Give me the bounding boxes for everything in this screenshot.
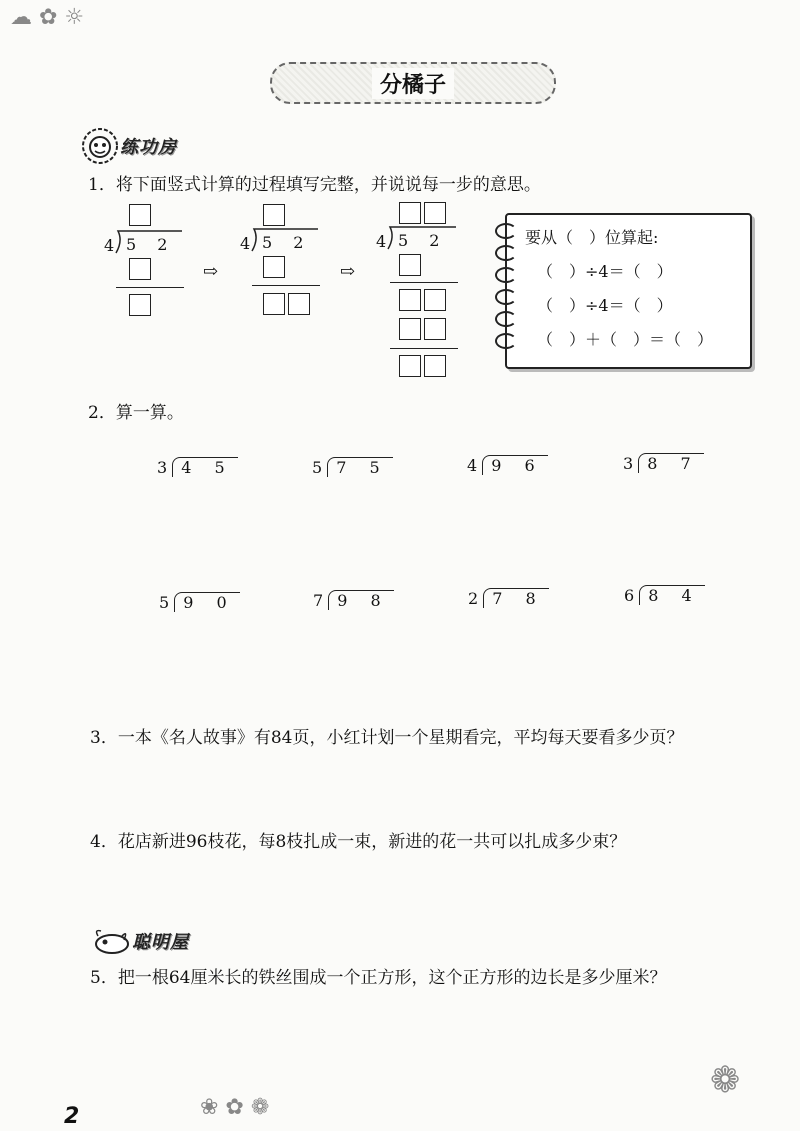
division-problem [624,585,705,605]
answer-box [399,318,421,340]
lion-mascot-icon [80,126,120,166]
division-problem [157,457,238,477]
divisor: 5 [312,458,323,477]
divisor: 2 [468,589,479,608]
spiral-ring-icon [495,311,517,327]
note-line-3: （ ）÷4＝（ ） [537,296,673,315]
smart-badge-label: 聪明屋 [132,932,189,953]
division-problem [623,453,704,473]
cartoon-creature-icon [92,926,132,956]
divisor: 4 [104,236,115,255]
question-3-text: 3．一本《名人故事》有84页，小红计划一个星期看完，平均每天要看多少页？ [90,728,684,748]
divisor: 4 [376,232,387,251]
divisor: 6 [624,586,635,605]
answer-box [288,293,310,315]
divisor: 4 [467,456,478,475]
answer-box [399,202,421,224]
subtraction-line [390,348,458,349]
practice-badge-label: 练功房 [120,137,177,158]
bottom-decoration: ❀ ✿ ❁ [200,1095,270,1120]
answer-box [263,256,285,278]
flower-decoration-icon: ❁ [710,1060,741,1101]
divisor: 4 [240,234,251,253]
question-4-text: 4．花店新进96枝花，每8枝扎成一束，新进的花一共可以扎成多少束？ [90,832,627,852]
division-problem [313,590,394,610]
dividend: 7 8 [483,588,548,608]
division-problem [467,455,548,475]
answer-box [399,254,421,276]
subtraction-line [390,282,458,283]
spiral-ring-icon [495,245,517,261]
practice-section-badge [80,126,177,166]
subtraction-line [116,287,184,288]
division-problem [468,588,549,608]
note-line-2: （ ）÷4＝（ ） [537,262,673,281]
dividend: 5 2 [398,231,448,250]
divisor: 5 [159,593,170,612]
dividend: 9 8 [328,590,393,610]
division-problem [312,457,393,477]
divisor: 7 [313,591,324,610]
subtraction-line [252,285,320,286]
answer-box [129,258,151,280]
top-decoration: ☁ ✿ ☼ [10,5,85,30]
notebook-note [505,213,752,369]
page-number: 2 [64,1104,80,1129]
spiral-ring-icon [495,289,517,305]
answer-box [263,204,285,226]
answer-box [263,293,285,315]
answer-box [424,318,446,340]
answer-box [424,289,446,311]
question-1-text: 1．将下面竖式计算的过程填写完整，并说说每一步的意思。 [88,175,541,195]
spiral-ring-icon [495,267,517,283]
dividend: 5 2 [126,235,176,254]
answer-box [399,289,421,311]
divisor: 3 [623,454,634,473]
dividend: 9 0 [174,592,239,612]
note-line-4: （ ）＋（ ）＝（ ） [537,330,714,349]
dividend: 8 4 [639,585,704,605]
dividend: 8 7 [638,453,703,473]
page-title: 分橘子 [372,68,454,99]
hollow-right-arrow-icon: ⇨ [203,261,219,282]
spiral-ring-icon [495,333,517,349]
dividend: 5 2 [262,233,312,252]
answer-box [424,202,446,224]
title-banner [270,62,556,104]
dividend: 9 6 [482,455,547,475]
divisor: 3 [157,458,168,477]
answer-box [129,294,151,316]
answer-box [129,204,151,226]
note-line-1: 要从（ ）位算起: [525,228,659,247]
smart-section-badge [92,926,189,956]
answer-box [424,355,446,377]
spiral-ring-icon [495,223,517,239]
question-2-text: 2．算一算。 [88,403,184,423]
division-problem [159,592,240,612]
question-5-text: 5．把一根64厘米长的铁丝围成一个正方形，这个正方形的边长是多少厘米？ [90,968,667,988]
dividend: 7 5 [327,457,392,477]
answer-box [399,355,421,377]
hollow-right-arrow-icon: ⇨ [340,261,356,282]
dividend: 4 5 [172,457,237,477]
